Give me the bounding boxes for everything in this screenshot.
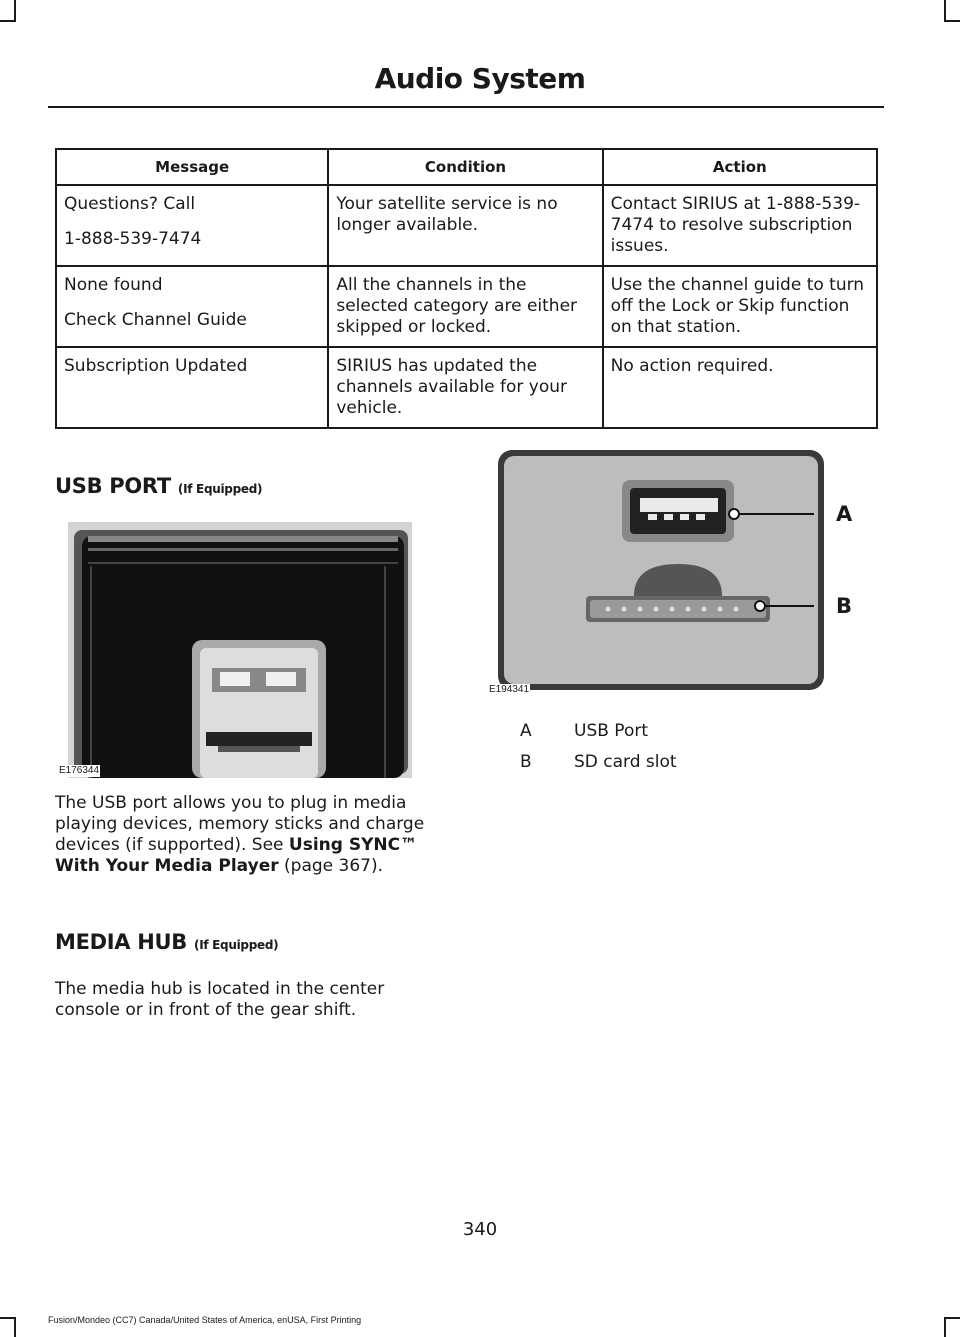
heading-text: USB PORT	[55, 474, 171, 498]
crop-mark	[944, 0, 946, 20]
page-title: Audio System	[374, 62, 586, 95]
column-header: Condition	[328, 149, 602, 185]
table-row	[56, 347, 877, 428]
crop-mark	[14, 0, 16, 20]
callout-letter-a: A	[836, 502, 853, 526]
media-hub-figure	[488, 446, 868, 694]
crop-mark	[944, 1317, 946, 1337]
usb-port-description	[55, 793, 450, 877]
heading-qualifier: (If Equipped)	[177, 482, 263, 496]
message-line: None found	[64, 275, 163, 295]
action-cell: No action required.	[603, 347, 877, 428]
message-line: Subscription Updated	[64, 356, 248, 376]
message-line: 1-888-539-7474	[64, 229, 202, 249]
media-hub-illustration	[488, 446, 868, 694]
title-rule	[48, 106, 884, 108]
figure-code: E176344	[59, 765, 100, 776]
figure-code: E194341	[489, 684, 530, 695]
message-cell	[56, 266, 328, 347]
message-line: Questions? Call	[64, 194, 196, 214]
footer-text: Fusion/Mondeo (CC7) Canada/United States of America, enUSA, First Printing	[48, 1315, 362, 1325]
callout-key: A	[520, 721, 532, 741]
action-cell: Contact SIRIUS at 1-888-539-7474 to resolve subscription issues.	[603, 185, 877, 266]
cross-reference-link[interactable]: Using SYNC™ With Your Media Player	[55, 835, 418, 876]
crop-mark	[0, 1317, 16, 1319]
crop-mark	[944, 1317, 960, 1319]
column-header: Action	[603, 149, 877, 185]
message-cell	[56, 347, 328, 428]
message-cell	[56, 185, 328, 266]
usb-port-heading	[55, 474, 262, 498]
page-reference: (page 367).	[278, 856, 384, 876]
heading-text: MEDIA HUB	[55, 930, 187, 954]
table-header-row	[56, 149, 877, 185]
condition-cell: Your satellite service is no longer available.	[328, 185, 602, 266]
column-header: Message	[56, 149, 328, 185]
action-cell: Use the channel guide to turn off the Lock or Skip function on that station.	[603, 266, 877, 347]
table-row	[56, 266, 877, 347]
condition-cell: All the channels in the selected category are either skipped or locked.	[328, 266, 602, 347]
media-hub-heading	[55, 930, 278, 954]
callout-letter-b: B	[836, 594, 853, 618]
callout-key: B	[520, 752, 532, 772]
callout-label: USB Port	[574, 721, 649, 741]
table-row	[56, 185, 877, 266]
crop-mark	[0, 20, 16, 22]
crop-mark	[14, 1317, 16, 1337]
message-line: Check Channel Guide	[64, 310, 247, 330]
usb-port-figure	[59, 522, 412, 778]
message-table	[55, 148, 878, 429]
page-number: 340	[462, 1219, 498, 1240]
condition-cell: SIRIUS has updated the channels available for your vehicle.	[328, 347, 602, 428]
description-text: The USB port allows you to plug in media playing devices, memory sticks and charge devices (if supported). See	[55, 793, 425, 855]
crop-mark	[944, 20, 960, 22]
callout-label: SD card slot	[574, 752, 677, 772]
heading-qualifier: (If Equipped)	[194, 938, 279, 952]
media-hub-description: The media hub is located in the center console or in front of the gear shift.	[55, 979, 385, 1020]
usb-port-illustration	[68, 522, 412, 778]
